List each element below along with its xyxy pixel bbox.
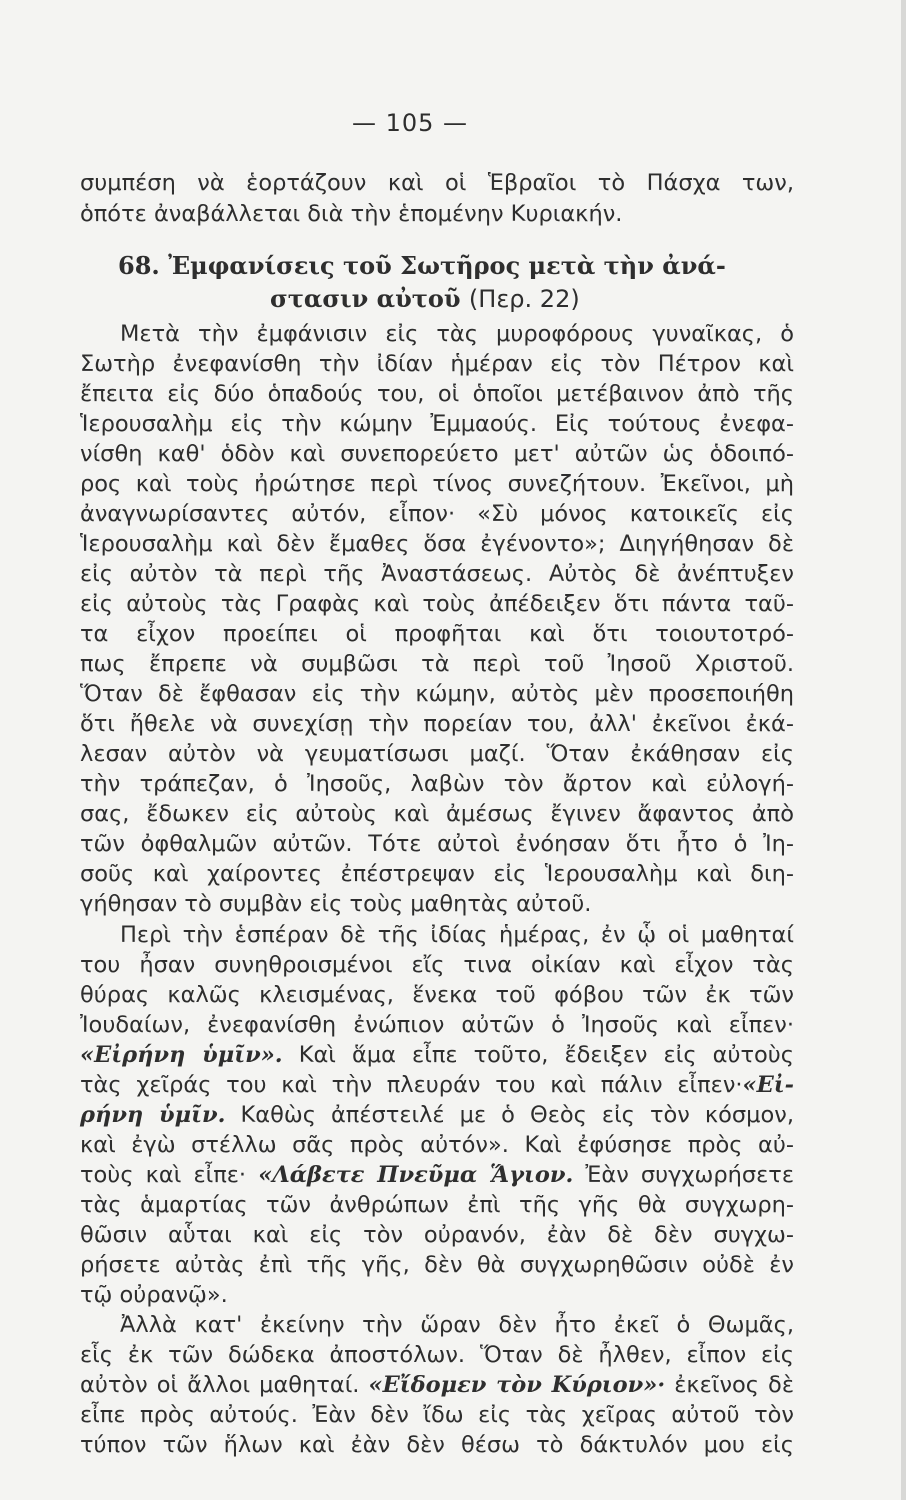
text-run: Καὶ ἅμα εἶπε τοῦτο, ἔδειξεν εἰς αὐτοὺς bbox=[282, 1042, 795, 1068]
text-line: εἶπε πρὸς αὐτούς. Ἐὰν δὲν ἴδω εἰς τὰς χεῖρας αὐτοῦ τὸν bbox=[80, 1402, 794, 1428]
text-line: Ἱερουσαλὴμ εἰς τὴν κώμην Ἐμμαούς. Εἰς τούτους ἐνεφα- bbox=[80, 411, 794, 437]
text-line: τα εἶχον προείπει οἱ προφῆται καὶ ὅτι τοιουτοτρό- bbox=[80, 621, 794, 647]
text-line bbox=[80, 1040, 794, 1070]
text-run: τοὺς καὶ εἶπε· bbox=[80, 1162, 247, 1188]
text-line: θύρας καλῶς κλεισμένας, ἕνεκα τοῦ φόβου τῶν ἐκ τῶν bbox=[80, 982, 794, 1008]
text-line: λεσαν αὐτὸν νὰ γευματίσωσι μαζί. Ὅταν ἐκάθησαν εἰς bbox=[80, 741, 794, 767]
text-line bbox=[80, 1370, 794, 1400]
section-heading-line-1: 68. Ἐμφανίσεις τοῦ Σωτῆρος μετὰ τὴν ἀνά- bbox=[118, 251, 726, 280]
text-line: εἰς αὐτοὺς τὰς Γραφὰς καὶ τοὺς ἀπέδειξεν ὅτι πάντα ταῦ- bbox=[80, 591, 794, 617]
text-line: ἀναγνωρίσαντες αὐτόν, εἶπον· «Σὺ μόνος κατοικεῖς εἰς bbox=[80, 501, 794, 527]
text-run: Καθὼς ἀπέστειλέ με ὁ Θεὸς εἰς τὸν κόσμον, bbox=[225, 1102, 794, 1128]
text-line: πως ἔπρεπε νὰ συμβῶσι τὰ περὶ τοῦ Ἰησοῦ Χριστοῦ. bbox=[80, 651, 794, 677]
emphasized-quote: ρήνη ὑμῖν. bbox=[80, 1102, 226, 1128]
text-line: Ἰουδαίων, ἐνεφανίσθη ἐνώπιον αὐτῶν ὁ Ἰησοῦς καὶ εἶπεν· bbox=[80, 1012, 794, 1038]
section-heading-reference: (Περ. 22) bbox=[468, 285, 580, 313]
text-line: Μετὰ τὴν ἐμφάνισιν εἰς τὰς μυροφόρους γυναῖκας, ὁ bbox=[120, 321, 794, 347]
text-line: ὅτι ἤθελε νὰ συνεχίσῃ τὴν πορείαν του, ἀλλ' ἐκεῖνοι ἐκά- bbox=[80, 711, 794, 737]
text-line: ἔπειτα εἰς δύο ὁπαδούς του, οἱ ὁποῖοι μετέβαινον ἀπὸ τῆς bbox=[80, 381, 794, 407]
text-line: τύπον τῶν ἥλων καὶ ἐὰν δὲν θέσω τὸ δάκτυλόν μου εἰς bbox=[80, 1432, 794, 1458]
text-run: Ἐὰν συγχωρήσετε bbox=[573, 1162, 795, 1188]
text-run: τὰς χεῖράς του καὶ τὴν πλευράν του καὶ πάλιν εἶπεν· bbox=[80, 1072, 743, 1098]
page-edge-shadow bbox=[901, 0, 906, 1500]
text-line: γήθησαν τὸ συμβὰν εἰς τοὺς μαθητὰς αὐτοῦ. bbox=[80, 891, 592, 917]
text-line: τὰς ἁμαρτίας τῶν ἀνθρώπων ἐπὶ τῆς γῆς θὰ συγχωρη- bbox=[80, 1192, 794, 1218]
section-heading-title-end: στασιν αὐτοῦ bbox=[270, 284, 461, 313]
text-line: Ἱερουσαλὴμ καὶ δὲν ἔμαθες ὅσα ἐγένοντο»; Διηγήθησαν δὲ bbox=[80, 531, 794, 557]
emphasized-quote: «Λάβετε Πνεῦμα Ἅγιον. bbox=[258, 1162, 574, 1188]
section-heading-line-2 bbox=[270, 284, 580, 314]
text-line: Σωτὴρ ἐνεφανίσθη τὴν ἰδίαν ἡμέραν εἰς τὸν Πέτρον καὶ bbox=[80, 351, 794, 377]
text-line: Περὶ τὴν ἑσπέραν δὲ τῆς ἰδίας ἡμέρας, ἐν ᾧ οἱ μαθηταί bbox=[120, 922, 794, 948]
text-line: ρήσετε αὐτὰς ἐπὶ τῆς γῆς, δὲν θὰ συγχωρηθῶσιν οὐδὲ ἐν bbox=[80, 1252, 794, 1278]
text-line: εἷς ἐκ τῶν δώδεκα ἀποστόλων. Ὅταν δὲ ἦλθεν, εἶπον εἰς bbox=[80, 1342, 794, 1368]
text-line: ὁπότε ἀναβάλλεται διὰ τὴν ἑπομένην Κυριακήν. bbox=[80, 201, 623, 227]
text-line: Ὅταν δὲ ἔφθασαν εἰς τὴν κώμην, αὐτὸς μὲν προσεποιήθη bbox=[80, 681, 794, 707]
emphasized-quote: «Εἰ- bbox=[742, 1072, 794, 1098]
text-line: του ἦσαν συνηθροισμένοι εἴς τινα οἰκίαν καὶ εἶχον τὰς bbox=[80, 952, 794, 978]
emphasized-quote: «Εἴδομεν τὸν Κύριον»· bbox=[368, 1372, 666, 1398]
text-run: ἐκεῖνος δὲ bbox=[665, 1372, 794, 1398]
text-line bbox=[80, 1070, 794, 1100]
text-line: τὴν τράπεζαν, ὁ Ἰησοῦς, λαβὼν τὸν ἄρτον καὶ εὐλογή- bbox=[80, 771, 794, 797]
text-line: νίσθη καθ' ὁδὸν καὶ συνεπορεύετο μετ' αὐτῶν ὡς ὁδοιπό- bbox=[80, 441, 794, 467]
text-line bbox=[80, 1100, 794, 1130]
text-run: αὐτὸν οἱ ἄλλοι μαθηταί. bbox=[80, 1372, 360, 1398]
page-number: — 105 — bbox=[351, 109, 469, 137]
text-line: καὶ ἐγὼ στέλλω σᾶς πρὸς αὐτόν». Καὶ ἐφύσησε πρὸς αὐ- bbox=[80, 1132, 794, 1158]
text-line: εἰς αὐτὸν τὰ περὶ τῆς Ἀναστάσεως. Αὐτὸς δὲ ἀνέπτυξεν bbox=[80, 561, 794, 587]
text-line bbox=[80, 1160, 794, 1190]
text-line: θῶσιν αὗται καὶ εἰς τὸν οὐρανόν, ἐὰν δὲ δὲν συγχω- bbox=[80, 1222, 794, 1248]
text-line: σοῦς καὶ χαίροντες ἐπέστρεψαν εἰς Ἱερουσαλὴμ καὶ διη- bbox=[80, 861, 794, 887]
text-line: τῶν ὀφθαλμῶν αὐτῶν. Τότε αὐτοὶ ἐνόησαν ὅτι ἦτο ὁ Ἰη- bbox=[80, 831, 794, 857]
text-line: τῷ οὐρανῷ». bbox=[80, 1282, 228, 1308]
emphasized-quote: «Εἰρήνη ὑμῖν». bbox=[80, 1042, 283, 1068]
text-line: Ἀλλὰ κατ' ἐκείνην τὴν ὥραν δὲν ἦτο ἐκεῖ ὁ Θωμᾶς, bbox=[120, 1312, 794, 1338]
text-line: συμπέση νὰ ἑορτάζουν καὶ οἱ Ἑβραῖοι τὸ Πάσχα των, bbox=[80, 170, 794, 196]
text-line: ρος καὶ τοὺς ἠρώτησε περὶ τίνος συνεζήτουν. Ἐκεῖνοι, μὴ bbox=[80, 471, 794, 497]
text-line: σας, ἔδωκεν εἰς αὐτοὺς καὶ ἀμέσως ἔγινεν ἄφαντος ἀπὸ bbox=[80, 801, 794, 827]
